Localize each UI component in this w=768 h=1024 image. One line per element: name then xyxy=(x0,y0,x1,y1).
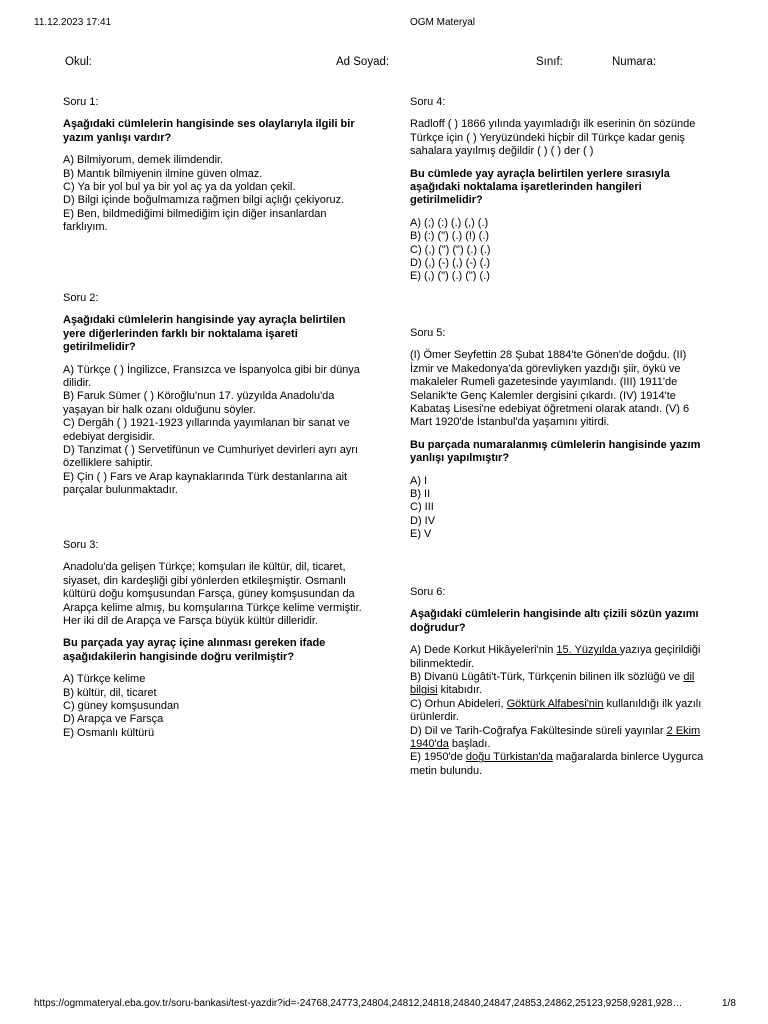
option-c: C) III xyxy=(410,501,434,514)
underlined-phrase: 15. Yüzyılda xyxy=(556,644,620,657)
option-list xyxy=(410,217,710,284)
school-label: Okul: xyxy=(65,56,92,68)
question-stem: Bu parçada numaralanmış cümlelerin hangisinde yazım yanlışı yapılmıştır? xyxy=(410,438,701,465)
print-site-title: OGM Materyal xyxy=(410,17,476,28)
option-b: B) (:) (") (.) (!) (.) xyxy=(410,230,490,243)
question-stem: Bu parçada yay ayraç içine alınması gereken ifade aşağıdakilerin hangisinde doğru verilmiştir? xyxy=(63,637,326,663)
question-number: Soru 5: xyxy=(410,327,446,339)
question-passage: (I) Ömer Seyfettin 28 Şubat 1884'te Gönen'de doğdu. (II) İzmir ve Makedonya'da görevliyken yazdığı şiir, öykü ve makaleler Rumeli gazetesinde yayımlandı. (III) 1911'de Selanik'te Genç Kalemler dergisini çıkardı. (IV) 1914'te Kabataş Lisesi'ne edebiyat öğretmeni olarak atandı. (V) 6 Mart 1920'de İstanbul'da yaşamını yitirdi. xyxy=(410,349,690,429)
option-e: E) (,) (") (.) (") (.) xyxy=(410,270,490,283)
class-label: Sınıf: xyxy=(536,56,563,68)
option-d: D) Bilgi içinde boğulmamıza rağmen bilgi açlığı çekiyoruz. xyxy=(63,194,345,207)
question-number: Soru 1: xyxy=(63,96,99,108)
option-a: A) I xyxy=(410,474,428,487)
number-label: Numara: xyxy=(612,56,657,68)
option-e: E) Çin ( ) Fars ve Arap kaynaklarında Türk destanlarına ait parçalar bulunmaktadır. xyxy=(63,470,348,497)
option-d: D) Arapça ve Farsça xyxy=(63,713,164,726)
question-number: Soru 6: xyxy=(410,586,446,598)
question-stem: Aşağıdaki cümlelerin hangisinde altı çizili sözün yazımı doğrudur? xyxy=(410,608,699,634)
question-passage: Radloff ( ) 1866 yılında yayımladığı ilk eserinin ön sözünde Türkçe için ( ) Yeryüzündeki hiçbir dil Türkçe kadar geniş sahalara yayılmış değildir ( ) ( ) der ( ) xyxy=(410,118,696,158)
name-label: Ad Soyad: xyxy=(336,56,390,68)
option-d: D) IV xyxy=(410,514,436,527)
question-2 xyxy=(63,292,363,498)
option-c: C) güney komşusundan xyxy=(63,700,180,713)
option-e: E) V xyxy=(410,528,432,541)
option-b: B) Faruk Sümer ( ) Köroğlu'nun 17. yüzyılda Anadolu'da yaşayan bir halk ozanı olduğunu söyler. xyxy=(63,390,335,416)
question-6 xyxy=(410,586,710,778)
question-number: Soru 2: xyxy=(63,292,99,304)
question-passage: Anadolu'da gelişen Türkçe; komşuları ile kültür, dil, ticaret, siyaset, din kardeşliği gibi yönlerden etkileşmiştir. Osmanlı kültürü doğu komşusundan Farsça, güney komşusundan da Arapça kelime almış, bu komşularına Türkçe kelime vermiştir. Her iki dil de Arapça ve Farsça büyük kültür dilleridir. xyxy=(63,561,362,628)
option-c: C) Orhun Abideleri, Göktürk Alfabesi'nin kullanıldığı ilk yazılı ürünlerdir. xyxy=(410,697,702,724)
option-d: D) (,) (-) (,) (-) (.) xyxy=(410,257,491,270)
question-stem: Bu cümlede yay ayraçla belirtilen yerlere sırasıyla aşağıdaki noktalama işaretlerinden hangileri getirilmelidir? xyxy=(410,167,670,207)
option-list xyxy=(63,364,363,498)
option-a: A) Türkçe kelime xyxy=(63,673,146,686)
option-b: B) Divanü Lügâti't-Türk, Türkçenin bilinen ilk sözlüğü ve dil bilgisi kitabıdır. xyxy=(410,671,695,697)
print-url: https://ogmmateryal.eba.gov.tr/soru-bankasi/test-yazdir?id=-24768,24773,24804,24812,24818,24840,24847,24853,24862,25123,9258,9281,928… xyxy=(34,998,683,1009)
option-list xyxy=(63,154,363,234)
print-datetime: 11.12.2023 17:41 xyxy=(34,17,112,28)
option-a: A) Türkçe ( ) İngilizce, Fransızca ve İspanyolca gibi bir dünya dilidir. xyxy=(63,363,360,390)
option-a: A) (;) (:) (.) (,) (.) xyxy=(410,216,489,229)
option-e: E) 1950'de doğu Türkistan'da mağaralarda binlerce Uygurca metin bulundu. xyxy=(410,751,704,777)
option-list xyxy=(410,644,710,778)
option-c: C) Dergâh ( ) 1921-1923 yıllarında yayımlanan bir sanat ve edebiyat dergisidir. xyxy=(63,417,350,443)
question-stem: Aşağıdaki cümlelerin hangisinde yay ayraçla belirtilen yere diğerlerinden farklı bir noktalama işareti getirilmelidir? xyxy=(63,314,346,354)
option-list xyxy=(63,673,363,740)
print-page-number: 1/8 xyxy=(722,998,736,1009)
question-3 xyxy=(63,539,363,740)
option-e: E) Ben, bildmediğimi bilmediğim için diğer insanlardan farklıyım. xyxy=(63,207,327,234)
question-number: Soru 3: xyxy=(63,539,99,551)
question-number: Soru 4: xyxy=(410,96,446,108)
option-b: B) kültür, dil, ticaret xyxy=(63,686,157,699)
option-e: E) Osmanlı kültürü xyxy=(63,726,155,739)
option-c: C) Ya bir yol bul ya bir yol aç ya da yoldan çekil. xyxy=(63,181,296,194)
question-1 xyxy=(63,96,363,235)
underlined-phrase: dil bilgisi xyxy=(410,671,695,697)
question-4 xyxy=(410,96,710,284)
question-stem: Aşağıdaki cümlelerin hangisinde ses olaylarıyla ilgili bir yazım yanlışı vardır? xyxy=(63,118,355,144)
option-c: C) (,) (") (") (.) (.) xyxy=(410,243,491,256)
option-list xyxy=(410,475,710,542)
option-a: A) Dede Korkut Hikâyeleri'nin 15. Yüzyılda yazıya geçirildiği bilinmektedir. xyxy=(410,644,701,670)
option-b: B) II xyxy=(410,488,431,501)
option-d: D) Dil ve Tarih-Coğrafya Fakültesinde süreli yayınlar 2 Ekim 1940'da başladı. xyxy=(410,724,701,751)
question-5 xyxy=(410,327,710,542)
option-d: D) Tanzimat ( ) Servetifünun ve Cumhuriyet devirleri ayrı ayrı özelliklere sahiptir. xyxy=(63,444,359,470)
option-a: A) Bilmiyorum, demek ilimdendir. xyxy=(63,154,224,167)
underlined-phrase: 2 Ekim 1940'da xyxy=(410,724,701,751)
underlined-phrase: doğu Türkistan'da xyxy=(465,751,553,764)
underlined-phrase: Göktürk Alfabesi'nin xyxy=(506,697,604,710)
option-b: B) Mantık bilmiyenin ilmine güven olmaz. xyxy=(63,167,263,180)
